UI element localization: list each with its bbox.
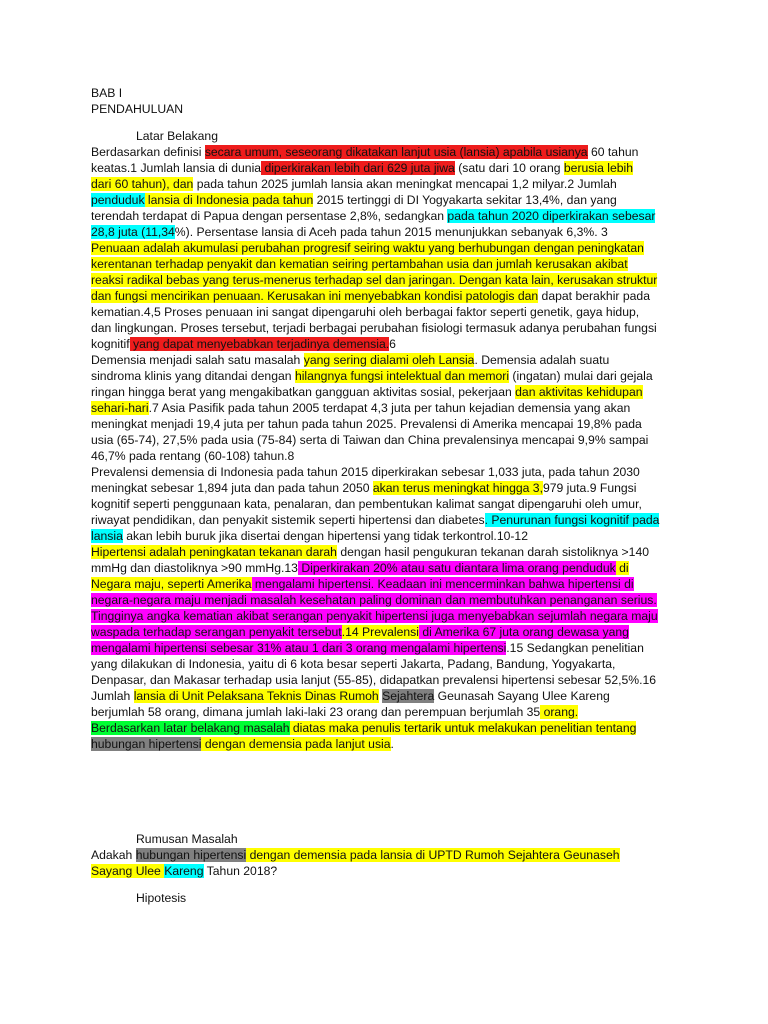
highlight-yellow: .14 Prevalensi	[341, 625, 419, 639]
text-line	[91, 592, 657, 608]
text-line	[91, 85, 122, 101]
text-line	[91, 736, 394, 752]
text-line	[91, 496, 642, 512]
text-run: 46,7% pada rentang (60-108) tahun.8	[91, 449, 295, 463]
text-run: kognitif seperti penggunaan kata, penalaran, dan pembentukan kalimat sangat dipengaruhi oleh umur,	[91, 497, 642, 511]
text-line	[91, 192, 617, 208]
highlight-yellow: lansia di Indonesia pada tahun	[144, 193, 314, 207]
text-line	[91, 432, 648, 448]
text-line	[91, 320, 657, 336]
text-line	[91, 144, 638, 160]
text-line	[91, 464, 640, 480]
text-line	[91, 224, 608, 240]
text-run: .	[390, 737, 394, 751]
text-line	[91, 400, 630, 416]
highlight-red: diperkirakan lebih dari 629 juta jiwa	[261, 161, 455, 175]
highlight-yellow: kerentanan terhadap penyakit dan kematian seiring pertambahan usia dan jumlah kerusakan akibat	[91, 257, 628, 271]
highlight-yellow: di	[615, 561, 629, 575]
highlight-cyan: pada tahun 2020 diperkirakan sebesar	[447, 209, 656, 223]
highlight-red: yang dapat menyebabkan terjadinya demensia.	[129, 337, 390, 351]
highlight-yellow: hilangnya fungsi intelektual dan memori	[294, 369, 510, 383]
text-line	[91, 688, 610, 704]
text-line	[91, 336, 396, 352]
highlight-yellow: dan fungsi mencirikan penuaan. Kerusakan ini menyebabkan kondisi patologis dan	[91, 289, 539, 303]
text-run: 979 juta.9 Fungsi	[542, 481, 637, 495]
text-run: keatas.1 Jumlah lansia di dunia	[91, 161, 262, 175]
text-run: riwayat pendidikan, dan penyakit sistemik seperti hipertensi dan diabetes	[91, 513, 485, 527]
text-line	[91, 512, 659, 528]
highlight-cyan: . Penurunan fungsi kognitif pada	[484, 513, 660, 527]
text-line	[91, 863, 277, 879]
text-run: kognitif	[91, 337, 130, 351]
text-run: Jumlah	[91, 689, 134, 703]
highlight-yellow: diatas maka penulis tertarik untuk melakukan penelitian tentang	[289, 721, 637, 735]
text-run: 6	[389, 337, 396, 351]
text-line	[91, 416, 642, 432]
text-run: dengan hasil pengukuran tekanan darah sistoliknya >140	[336, 545, 649, 559]
highlight-yellow: Penuaan adalah akumulasi perubahan progresif seiring waktu yang berhubungan dengan peningkatan	[91, 241, 644, 255]
highlight-yellow: reaksi radikal bebas yang terus-menerus terhadap sel dan jaringan. Dengan kata lain, kerusakan struktur	[91, 273, 658, 287]
text-run: meningkat sebesar 1,894 juta dan pada tahun 2050	[91, 481, 373, 495]
text-line	[91, 624, 629, 640]
highlight-yellow: orang.	[540, 705, 579, 719]
highlight-magenta: mengalami hipertensi. Keadaan ini mencerminkan bahwa hipertensi di	[251, 577, 634, 591]
text-run: usia (65-74), 27,5% pada usia (75-84) serta di Taiwan dan China prevalensinya mencapai 9,9% sampai	[91, 433, 649, 447]
text-line	[91, 208, 655, 224]
text-run: Rumusan Masalah	[136, 832, 238, 846]
highlight-gray: Sejahtera	[382, 689, 435, 703]
text-run: kematian.4,5 Proses penuaan ini sangat dipengaruhi oleh berbagai faktor seperti genetik, gaya hidup,	[91, 305, 640, 319]
text-run: dan lingkungan. Proses tersebut, terjadi berbagai perubahan fisiologi termasuk adanya perubahan fungsi	[91, 321, 657, 335]
highlight-cyan: lansia	[91, 529, 123, 543]
highlight-yellow: dan aktivitas kehidupan	[515, 385, 643, 399]
text-line	[91, 384, 643, 400]
text-line	[91, 176, 617, 192]
text-run: akan lebih buruk jika disertai dengan hipertensi yang tidak terkontrol.10-12	[122, 529, 528, 543]
text-run: .7 Asia Pasifik pada tahun 2005 terdapat 4,3 juta per tahun kejadian demensia yang akan	[148, 401, 631, 415]
text-line	[91, 528, 528, 544]
text-run: PENDAHULUAN	[91, 102, 184, 116]
text-run: berjumlah 58 orang, dimana jumlah laki-laki 23 orang dan perempuan berjumlah 35	[91, 705, 541, 719]
text-run: Demensia menjadi salah satu masalah	[91, 353, 304, 367]
text-run: mmHg dan diastoliknya >90 mmHg.13	[91, 561, 298, 575]
text-line	[91, 240, 644, 256]
highlight-yellow: lansia di Unit Pelaksana Teknis Dinas Rumoh	[133, 689, 379, 703]
text-line	[136, 831, 238, 847]
highlight-green: Berdasarkan latar belakang masalah	[91, 721, 290, 735]
text-run: .15 Sedangkan penelitian	[506, 641, 644, 655]
text-line	[91, 256, 628, 272]
text-run: 60 tahun	[587, 145, 639, 159]
text-line	[91, 101, 183, 117]
text-run: . Demensia adalah suatu	[474, 353, 610, 367]
text-run: ringan hingga berat yang mengakibatkan gangguan aktivitas sosial, pekerjaan	[91, 385, 516, 399]
highlight-magenta: waspada terhadap serangan penyakit tersebut	[91, 625, 342, 639]
text-line	[91, 368, 653, 384]
text-line	[91, 272, 657, 288]
highlight-magenta: negara-negara maju menjadi masalah kesehatan paling dominan dan membutuhkan penanganan serius.	[91, 593, 657, 607]
text-line	[91, 288, 650, 304]
text-line	[91, 352, 609, 368]
text-run: meningkat menjadi 19,4 juta per tahun pada tahun 2025. Prevalensi di Amerika mencapai 19,8% pada	[91, 417, 642, 431]
text-run: sindroma klinis yang ditandai dengan	[91, 369, 295, 383]
highlight-magenta: Tingginya angka kematian akibat serangan penyakit hipertensi juga menyebabkan sejumlah negara maju	[91, 609, 658, 623]
text-run: Latar Belakang	[136, 129, 218, 143]
text-line	[91, 480, 636, 496]
text-run: BAB I	[91, 86, 123, 100]
highlight-gray: hubungan hipertensi	[91, 737, 202, 751]
highlight-magenta: di Amerika 67 juta orang dewasa yang	[418, 625, 629, 639]
text-run: yang dilakukan di Indonesia, yaitu di 6 kota besar seperti Jakarta, Padang, Bandung, Yogyakarta,	[91, 657, 616, 671]
highlight-yellow: Hipertensi adalah peningkatan tekanan darah	[91, 545, 337, 559]
text-run: (satu dari 10 orang	[454, 161, 564, 175]
text-run: dapat berakhir pada	[538, 289, 650, 303]
text-run: Prevalensi demensia di Indonesia pada tahun 2015 diperkirakan sebesar 1,033 juta, pada tahun 2030	[91, 465, 640, 479]
highlight-magenta: Diperkirakan 20% atau satu diantara lima orang penduduk	[297, 561, 616, 575]
text-line	[91, 560, 629, 576]
highlight-yellow: dengan demensia pada lansia di UPTD Rumoh Sejahtera Geunaseh	[246, 848, 620, 862]
highlight-yellow: dengan demensia pada lanjut usia	[201, 737, 391, 751]
highlight-yellow: dari 60 tahun), dan	[91, 177, 194, 191]
text-line	[91, 672, 656, 688]
text-run: Hipotesis	[136, 891, 187, 905]
highlight-yellow: Sayang Ulee	[91, 864, 165, 878]
highlight-yellow: berusia lebih	[563, 161, 634, 175]
text-line	[91, 656, 615, 672]
text-run: Geunasah Sayang Ulee Kareng	[434, 689, 610, 703]
text-line	[91, 847, 620, 863]
text-line	[91, 720, 636, 736]
text-line	[91, 704, 578, 720]
highlight-cyan: penduduk	[91, 193, 145, 207]
highlight-yellow: sehari-hari	[91, 401, 149, 415]
text-run: pada tahun 2025 jumlah lansia akan meningkat mencapai 1,2 milyar.2 Jumlah	[193, 177, 617, 191]
text-run: %). Persentase lansia di Aceh pada tahun 2015 menunjukkan sebanyak 6,3%. 3	[174, 225, 608, 239]
highlight-yellow: Negara maju, seperti Amerika	[91, 577, 252, 591]
text-line	[91, 640, 644, 656]
text-run: terendah terdapat di Papua dengan persentase 2,8%, sedangkan	[91, 209, 448, 223]
highlight-gray: hubungan hipertensi	[135, 848, 247, 862]
text-line	[91, 448, 294, 464]
text-run: (ingatan) mulai dari gejala	[509, 369, 653, 383]
text-run: Berdasarkan definisi	[91, 145, 205, 159]
text-line	[91, 304, 639, 320]
text-run: Tahun 2018?	[203, 864, 278, 878]
highlight-yellow: akan terus meningkat hingga 3,	[372, 481, 543, 495]
text-line	[136, 128, 218, 144]
highlight-cyan: 28,8 juta (11,34	[91, 225, 175, 239]
highlight-yellow: yang sering dialami oleh Lansia	[303, 353, 475, 367]
highlight-red: secara umum, seseorang dikatakan lanjut usia (lansia) apabila usianya	[204, 145, 588, 159]
highlight-cyan: Kareng	[164, 864, 204, 878]
text-run: Denpasar, dan Makasar terhadap usia lanjut (55-85), didapatkan prevalensi hipertensi sebesar 52,5%.16	[91, 673, 657, 687]
text-line	[91, 576, 634, 592]
highlight-magenta: mengalami hipertensi sebesar 31% atau 1 dari 3 orang mengalami hipertensi	[91, 641, 507, 655]
text-run: Adakah	[91, 848, 136, 862]
text-line	[91, 608, 658, 624]
text-run: 2015 tertinggi di DI Yogyakarta sekitar 13,4%, dan yang	[313, 193, 617, 207]
text-line	[91, 160, 633, 176]
text-line	[91, 544, 649, 560]
text-line	[136, 890, 186, 906]
